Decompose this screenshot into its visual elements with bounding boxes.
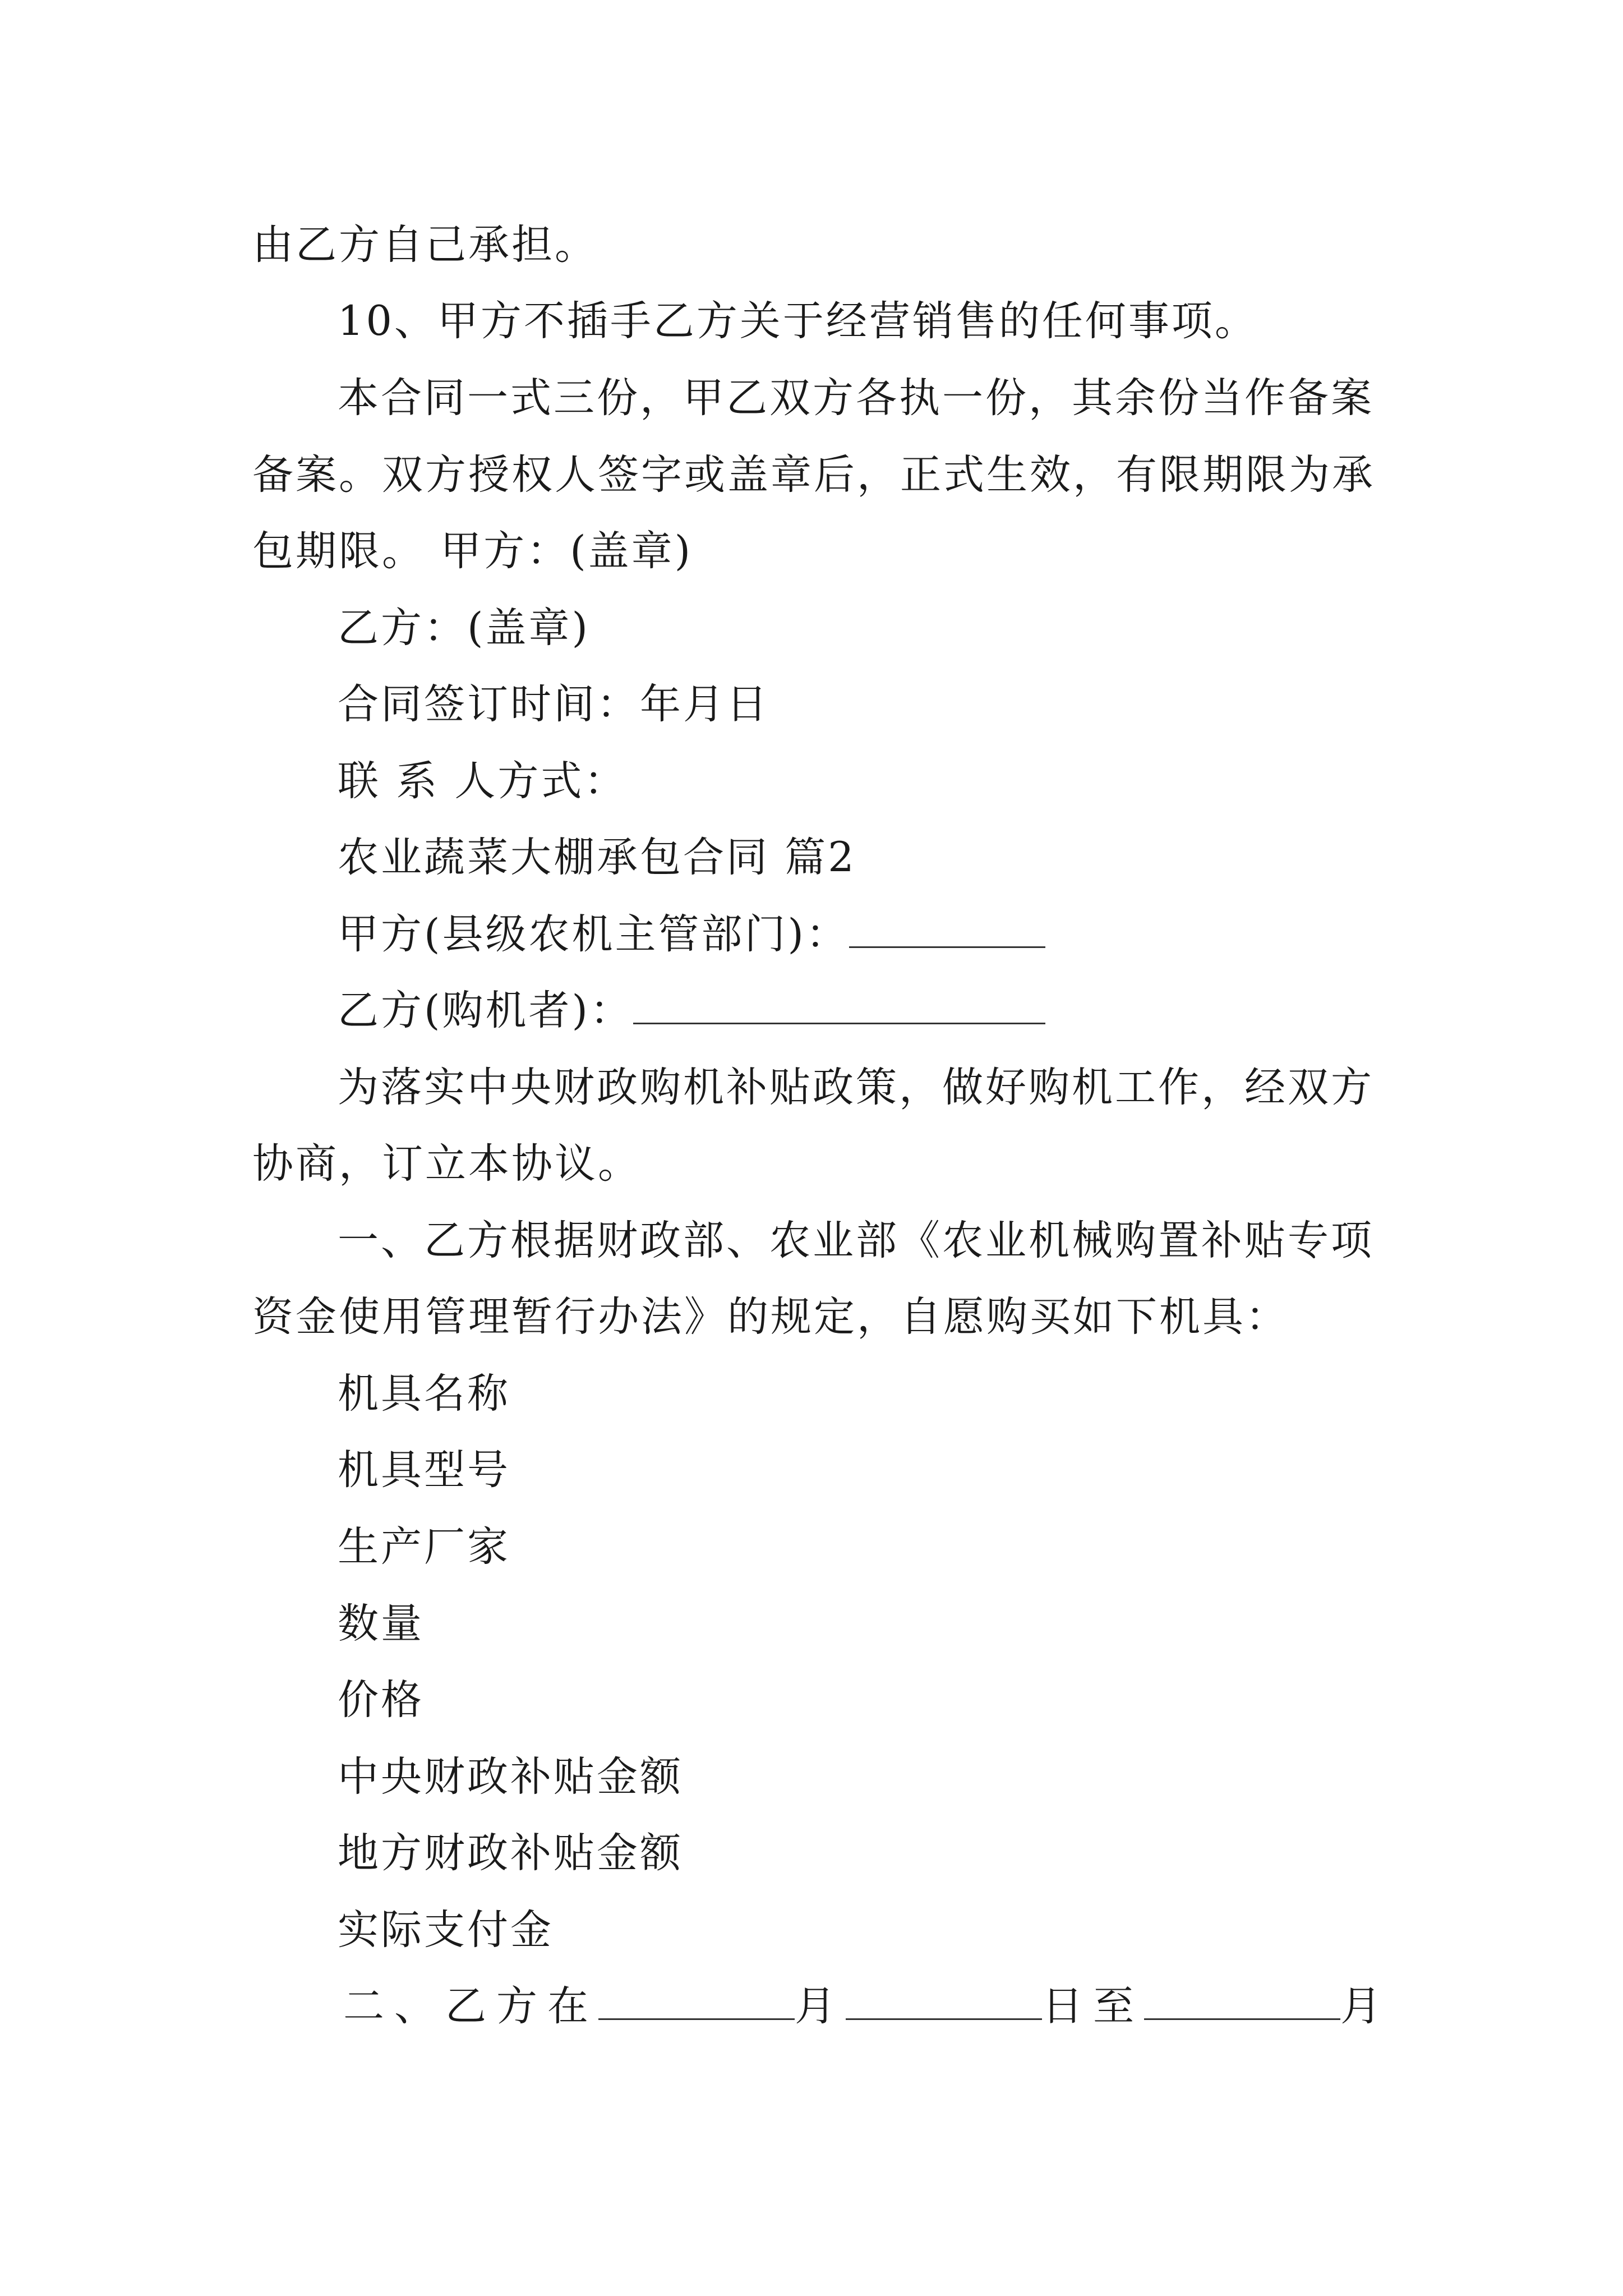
date-range-line [343,1981,1391,2032]
list-item: 实际支付金 [338,1906,554,1954]
party-b-blank [633,988,1045,1024]
month-blank-2 [1144,1984,1340,2020]
party-a-line [338,909,1045,960]
party-a-label: 甲方(县级农机主管部门)： [338,910,849,958]
text-line: 为落实中央财政购机补贴政策，做好购机工作，经双方 [338,1064,1374,1111]
text-line: 一、乙方根据财政部、农业部《农业机械购置补贴专项 [338,1217,1374,1264]
list-item: 生产厂家 [338,1523,510,1571]
party-b-label: 乙方(购机者)： [338,987,633,1034]
party-b-line [338,986,1045,1036]
day-to-label: 日至 [1042,1982,1144,2030]
text-line: 合同签订时间：年月日 [338,680,769,728]
text-line: 10、甲方不插手乙方关于经营销售的任何事项。 [338,297,1258,345]
text-line: 联 系 人方式： [338,757,628,805]
text-line: 备案。双方授权人签字或盖章后，正式生效，有限期限为承 [252,451,1375,499]
list-item: 地方财政补贴金额 [338,1829,683,1877]
text-line: 资金使用管理暂行办法》的规定，自愿购买如下机具： [252,1293,1289,1341]
text-line: 本合同一式三份，甲乙双方各执一份，其余份当作备案 [338,374,1374,422]
text-line: 由乙方自己承担。 [252,221,598,269]
text-line: 乙方：(盖章) [338,604,590,652]
month-label-1: 月 [795,1982,846,2030]
list-item: 价格 [338,1676,424,1724]
day-blank-1 [846,1984,1042,2020]
list-item: 中央财政补贴金额 [338,1753,683,1801]
party-a-blank [849,912,1045,948]
text-line: 包期限。 甲方：(盖章) [252,527,693,575]
list-item: 数量 [338,1600,424,1648]
text-line: 协商，订立本协议。 [252,1140,641,1188]
list-item: 机具型号 [338,1446,510,1494]
list-item: 机具名称 [338,1370,510,1418]
section-heading: 农业蔬菜大棚承包合同 篇2 [338,834,856,881]
date-range-label: 二、乙方在 [343,1982,598,2030]
month-blank-1 [598,1984,795,2020]
month-label-2: 月 [1340,1982,1391,2030]
